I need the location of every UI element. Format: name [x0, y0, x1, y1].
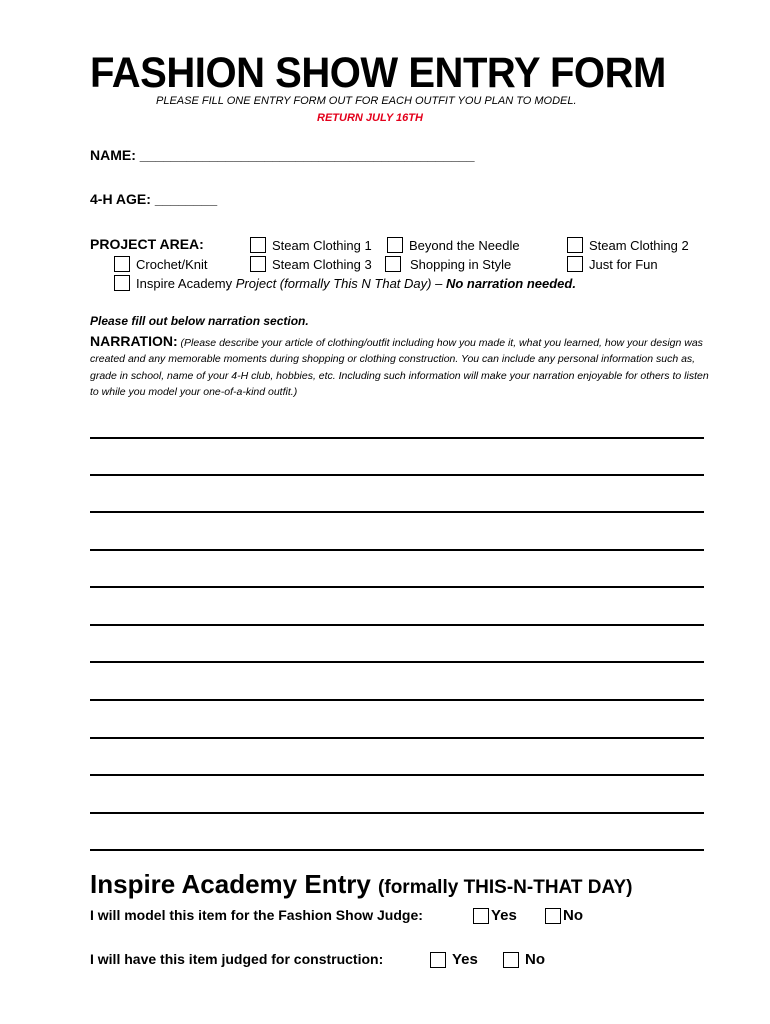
narration-line[interactable] — [90, 737, 704, 739]
option-shopping-in-style[interactable]: Shopping in Style — [385, 256, 511, 272]
checkbox-icon[interactable] — [250, 237, 266, 253]
model-yes-option[interactable]: Yes — [473, 907, 517, 924]
inspire-section-subtitle: (formally THIS-N-THAT DAY) — [378, 877, 633, 898]
checkbox-icon[interactable] — [114, 275, 130, 291]
age-label: 4-H AGE: — [90, 191, 151, 207]
narration-body: (Please describe your article of clothing/outfit including how you made it, what you learned, how your design was created and any memorable moments during shopping or clothing construction. You can include any personal information such as, grade in school, name of your 4-H club, hobbies, etc. Including such information will make your narration enjoyable for others to listen to while you model your one-of-a-kind outfit.) — [90, 337, 709, 399]
option-crochet-knit[interactable]: Crochet/Knit — [114, 256, 208, 272]
checkbox-icon[interactable] — [430, 952, 446, 968]
option-just-for-fun[interactable]: Just for Fun — [567, 256, 658, 272]
narration-line[interactable] — [90, 661, 704, 663]
project-area-label: PROJECT AREA: — [90, 236, 204, 252]
narration-line[interactable] — [90, 549, 704, 551]
option-steam-clothing-3[interactable]: Steam Clothing 3 — [250, 256, 372, 272]
construction-yes-option[interactable]: Yes — [430, 951, 478, 968]
option-beyond-the-needle[interactable]: Beyond the Needle — [387, 237, 520, 253]
narration-line[interactable] — [90, 774, 704, 776]
checkbox-icon[interactable] — [545, 908, 561, 924]
narration-label: NARRATION: — [90, 333, 178, 349]
narration-line[interactable] — [90, 812, 704, 814]
model-no-option[interactable]: No — [545, 907, 583, 924]
narration-line[interactable] — [90, 586, 704, 588]
name-label: NAME: — [90, 147, 136, 163]
narration-line[interactable] — [90, 511, 704, 513]
age-field[interactable] — [90, 191, 217, 207]
narration-line[interactable] — [90, 624, 704, 626]
narration-description — [90, 333, 710, 401]
narration-line[interactable] — [90, 699, 704, 701]
checkbox-icon[interactable] — [567, 256, 583, 272]
checkbox-icon[interactable] — [114, 256, 130, 272]
age-blank[interactable]: ________ — [154, 191, 218, 207]
return-deadline: RETURN JULY 16TH — [317, 112, 423, 124]
option-steam-clothing-2[interactable]: Steam Clothing 2 — [567, 237, 689, 253]
narration-line[interactable] — [90, 437, 704, 439]
question-judged-for-construction: I will have this item judged for construction: — [90, 951, 384, 967]
checkbox-icon[interactable] — [473, 908, 489, 924]
checkbox-icon[interactable] — [387, 237, 403, 253]
checkbox-icon[interactable] — [250, 256, 266, 272]
form-subtitle: PLEASE FILL ONE ENTRY FORM OUT FOR EACH OUTFIT YOU PLAN TO MODEL. — [156, 95, 577, 107]
checkbox-icon[interactable] — [385, 256, 401, 272]
option-inspire-academy[interactable]: Inspire Academy Project (formally This N That Day) – No narration needed. — [114, 275, 576, 291]
name-blank[interactable]: ___________________________________________ — [139, 147, 475, 163]
checkbox-icon[interactable] — [503, 952, 519, 968]
name-field[interactable] — [90, 147, 475, 163]
option-steam-clothing-1[interactable]: Steam Clothing 1 — [250, 237, 372, 253]
form-title: FASHION SHOW ENTRY FORM — [90, 49, 666, 97]
narration-instruction: Please fill out below narration section. — [90, 314, 309, 328]
question-model-for-judge: I will model this item for the Fashion Show Judge: — [90, 907, 423, 923]
narration-line[interactable] — [90, 849, 704, 851]
narration-line[interactable] — [90, 474, 704, 476]
inspire-section-title: Inspire Academy Entry (formally THIS-N-THAT DAY) — [90, 869, 633, 899]
checkbox-icon[interactable] — [567, 237, 583, 253]
construction-no-option[interactable]: No — [503, 951, 545, 968]
